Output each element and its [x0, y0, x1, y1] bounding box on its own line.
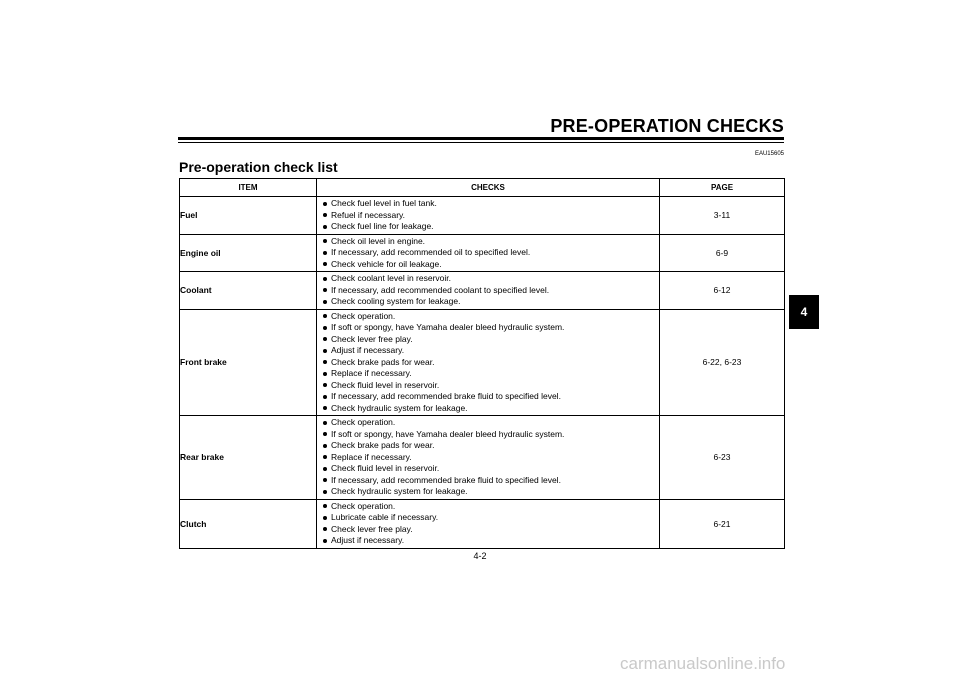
document-code: EAU15605 — [754, 151, 784, 157]
item-cell: Engine oil — [180, 234, 317, 272]
page-reference-cell: 6-22, 6-23 — [660, 309, 785, 416]
checks-list — [317, 197, 659, 234]
check-item: Check brake pads for wear. — [323, 357, 659, 369]
item-cell: Front brake — [180, 309, 317, 416]
check-item: Check coolant level in reservoir. — [323, 273, 659, 285]
chapter-tab: 4 — [789, 295, 819, 329]
page-reference-cell: 6-21 — [660, 499, 785, 548]
check-item: Check fuel line for leakage. — [323, 221, 659, 233]
page-reference-cell: 6-12 — [660, 272, 785, 310]
watermark: carmanualsonline.info — [620, 654, 786, 673]
check-item: Check hydraulic system for leakage. — [323, 403, 659, 415]
checks-cell — [317, 416, 660, 500]
check-item: If necessary, add recommended brake fluid to specified level. — [323, 475, 659, 487]
check-item: Check lever free play. — [323, 524, 659, 536]
check-item: If soft or spongy, have Yamaha dealer bleed hydraulic system. — [323, 322, 659, 334]
header-rule-thin — [178, 142, 784, 143]
column-header-checks: CHECKS — [317, 179, 660, 197]
page-number: 4-2 — [473, 551, 487, 561]
check-item: Check fluid level in reservoir. — [323, 380, 659, 392]
page-reference-cell: 6-9 — [660, 234, 785, 272]
item-cell: Clutch — [180, 499, 317, 548]
checks-list — [317, 235, 659, 272]
check-item: If soft or spongy, have Yamaha dealer bleed hydraulic system. — [323, 429, 659, 441]
page-header-title: PRE-OPERATION CHECKS — [550, 116, 784, 136]
check-item: Lubricate cable if necessary. — [323, 512, 659, 524]
item-cell: Rear brake — [180, 416, 317, 500]
check-item: Check operation. — [323, 311, 659, 323]
table-header-row — [180, 179, 785, 197]
check-item: Check oil level in engine. — [323, 236, 659, 248]
check-item: Check fuel level in fuel tank. — [323, 198, 659, 210]
check-item: Replace if necessary. — [323, 368, 659, 380]
checks-cell — [317, 272, 660, 310]
check-item: Check vehicle for oil leakage. — [323, 259, 659, 271]
table-row-fuel — [180, 197, 785, 235]
check-item: If necessary, add recommended coolant to specified level. — [323, 285, 659, 297]
check-item: Adjust if necessary. — [323, 345, 659, 357]
table-row-front-brake — [180, 309, 785, 416]
check-item: Replace if necessary. — [323, 452, 659, 464]
table-row-engine-oil — [180, 234, 785, 272]
page-reference-cell: 3-11 — [660, 197, 785, 235]
check-item: Check hydraulic system for leakage. — [323, 486, 659, 498]
column-header-item: ITEM — [180, 179, 317, 197]
checks-cell — [317, 499, 660, 548]
checks-cell — [317, 309, 660, 416]
check-item: Adjust if necessary. — [323, 535, 659, 547]
table-row-rear-brake — [180, 416, 785, 500]
check-item: Check operation. — [323, 417, 659, 429]
check-item: If necessary, add recommended oil to specified level. — [323, 247, 659, 259]
checks-cell — [317, 234, 660, 272]
item-cell: Fuel — [180, 197, 317, 235]
pre-operation-checklist-table — [179, 178, 785, 549]
check-item: Check fluid level in reservoir. — [323, 463, 659, 475]
check-item: Check cooling system for leakage. — [323, 296, 659, 308]
table-row-clutch — [180, 499, 785, 548]
check-item: Check operation. — [323, 501, 659, 513]
section-title: Pre-operation check list — [179, 159, 338, 175]
table-row-coolant — [180, 272, 785, 310]
check-item: If necessary, add recommended brake fluid to specified level. — [323, 391, 659, 403]
checks-list — [317, 500, 659, 548]
check-item: Check lever free play. — [323, 334, 659, 346]
check-item: Refuel if necessary. — [323, 210, 659, 222]
check-item: Check brake pads for wear. — [323, 440, 659, 452]
page-reference-cell: 6-23 — [660, 416, 785, 500]
header-rule-thick — [178, 137, 784, 140]
checks-list — [317, 310, 659, 416]
column-header-page: PAGE — [660, 179, 785, 197]
checks-list — [317, 416, 659, 499]
checks-list — [317, 272, 659, 309]
checks-cell — [317, 197, 660, 235]
item-cell: Coolant — [180, 272, 317, 310]
